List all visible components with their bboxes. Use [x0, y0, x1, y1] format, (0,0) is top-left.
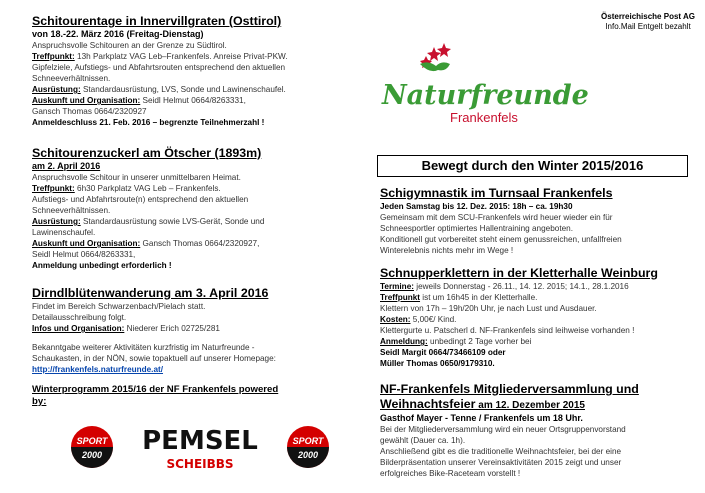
s3-infos-text: Niederer Erich 02725/281: [124, 324, 220, 333]
r1-subtitle: Jeden Samstag bis 12. Dez. 2015: 18h – ca. 19h30: [380, 202, 573, 211]
postage-notice: [601, 12, 695, 32]
s1-auskunft-text: Seidl Helmut 0664/8263331,: [140, 96, 246, 105]
s2-ausruestung-text: Standardausrüstung sowie LVS-Gerät, Sonde und: [80, 217, 265, 226]
s1-ausruestung-label: Ausrüstung:: [32, 85, 81, 94]
r3-subtitle: Gasthof Mayer - Tenne / Frankenfels um 18 Uhr.: [380, 413, 583, 423]
s3-line: Findet im Bereich Schwarzenbach/Pielach statt.: [32, 302, 206, 311]
post-line-2: Info.Mail Entgelt bezahlt: [605, 22, 691, 31]
s2-line: Seidl Helmut 0664/8263331,: [32, 250, 136, 259]
s2-auskunft-label: Auskunft und Organisation:: [32, 239, 141, 248]
sport2000-badge-right: [287, 426, 329, 468]
s2-ausruestung-label: Ausrüstung:: [32, 217, 81, 226]
r3-date: am 12. Dezember 2015: [475, 400, 585, 411]
badge-bottom: 2000: [81, 450, 103, 460]
r2-title: Schnupperklettern in der Kletterhalle Weinburg: [380, 266, 658, 280]
s4-line: Bekanntgabe weiterer Aktivitäten kurzfristig im Naturfreunde -: [32, 343, 255, 352]
homepage-link[interactable]: http://frankenfels.naturfreunde.at/: [32, 365, 164, 374]
badge-bottom: 2000: [297, 450, 319, 460]
badge-top: SPORT: [76, 436, 108, 446]
s1-date: von 18.-22. März 2016 (Freitag-Dienstag): [32, 29, 204, 39]
r3-line: Anschließend gibt es die traditionelle Weihnachtsfeier, bei der eine: [380, 447, 622, 456]
r1-line: Konditionell gut vorbereitet steht einem genussreichen, unfallfreien: [380, 235, 622, 244]
s1-line: Schneeverhältnissen.: [32, 74, 111, 83]
r2-line: Klettern von 17h – 19h/20h Uhr, je nach Lust und Ausdauer.: [380, 304, 597, 313]
s3-infos-label: Infos und Organisation:: [32, 324, 125, 333]
s2-line: Aufstiegs- und Abfahrtsroute(n) entsprechend den aktuellen: [32, 195, 249, 204]
s1-title: Schitourentage in Innervillgraten (Osttirol): [32, 14, 282, 28]
r2-termine-label: Termine:: [380, 282, 414, 291]
naturfreunde-logo: [380, 38, 589, 128]
r3-title: NF-Frankenfels Mitgliederversammlung und: [380, 382, 639, 396]
r2-contact: Seidl Margit 0664/73466109 oder: [380, 348, 506, 357]
logo-brand: Naturfreunde: [382, 80, 589, 111]
s2-line: Schneeverhältnissen.: [32, 206, 111, 215]
r3-line: gewählt (Dauer ca. 1h).: [380, 436, 466, 445]
s5-line: by:: [32, 396, 47, 407]
r3-title-2: Weihnachtsfeier: [380, 397, 476, 411]
sponsor-city: SCHEIBBS: [166, 457, 234, 471]
s2-line: Anspruchsvolle Schitour in unserer unmittelbaren Heimat.: [32, 173, 241, 182]
r2-line: Klettergurte u. Patscherl d. NF-Frankenfels sind leihweise vorhanden !: [380, 326, 635, 335]
sponsor-banner: [70, 422, 330, 472]
post-line-1: Österreichische Post AG: [601, 12, 695, 21]
r1-line: Winterelebnis nichts mehr im Wege !: [380, 246, 514, 255]
s3-title: Dirndlblütenwanderung am 3. April 2016: [32, 286, 269, 300]
s1-line: Anspruchsvolle Schitouren an der Grenze zu Südtirol.: [32, 41, 227, 50]
r2-kosten-text: 5,00€/ Kind.: [410, 315, 457, 324]
r2-anmeldung-label: Anmeldung:: [380, 337, 428, 346]
s2-title: Schitourenzuckerl am Ötscher (1893m): [32, 146, 262, 160]
r3-line: Bilderpräsentation unserer Vereinsaktivitäten 2015 zeigt und unser: [380, 458, 622, 467]
sponsor-name: PEMSEL: [142, 426, 258, 456]
s4-line: Schaukasten, in der NÖN, sowie topaktuell auf unserer Homepage:: [32, 354, 276, 363]
s2-auskunft-text: Gansch Thomas 0664/2320927,: [140, 239, 260, 248]
s3-line: Detailausschreibung folgt.: [32, 313, 127, 322]
r1-title: Schigymnastik im Turnsaal Frankenfels: [380, 186, 613, 200]
r2-treffpunkt-text: ist um 16h45 in der Kletterhalle.: [420, 293, 538, 302]
s1-treffpunkt-text: 13h Parkplatz VAG Leb–Frankenfels. Anreise Privat-PKW.: [74, 52, 288, 61]
s1-auskunft-label: Auskunft und Organisation:: [32, 96, 141, 105]
s2-line: Lawinenschaufel.: [32, 228, 96, 237]
s1-deadline: Anmeldeschluss 21. Feb. 2016 – begrenzte Teilnehmerzahl !: [32, 118, 265, 127]
s1-treffpunkt-label: Treffpunkt:: [32, 52, 75, 61]
s2-date: am 2. April 2016: [32, 161, 101, 171]
r2-treffpunkt-label: Treffpunkt: [380, 293, 421, 302]
r2-anmeldung-text: unbedingt 2 Tage vorher bei: [427, 337, 532, 346]
r3-line: erfolgreiches Bike-Raceteam vorstellt !: [380, 469, 521, 478]
r2-contact: Müller Thomas 0650/9179310.: [380, 359, 495, 368]
s2-note: Anmeldung unbedingt erforderlich !: [32, 261, 172, 270]
r2-kosten-label: Kosten:: [380, 315, 411, 324]
r1-line: Schneesportler optimiertes Hallentraining angeboten.: [380, 224, 573, 233]
r1-line: Gemeinsam mit dem SCU-Frankenfels wird heuer wieder ein für: [380, 213, 613, 222]
s1-ausruestung-text: Standardausrüstung, LVS, Sonde und Lawinenschaufel.: [80, 85, 286, 94]
r2-termine-text: jeweils Donnerstag - 26.11., 14. 12. 2015; 14.1., 28.1.2016: [413, 282, 629, 291]
winter-title-box: Bewegt durch den Winter 2015/2016: [377, 155, 688, 177]
logo-location: Frankenfels: [450, 110, 518, 125]
s1-line: Gipfelziele, Aufstiegs- und Abfahrtsrouten entsprechend den aktuellen: [32, 63, 286, 72]
s5-line: Winterprogramm 2015/16 der NF Frankenfels powered: [32, 384, 279, 395]
s1-line: Gansch Thomas 0664/2320927: [32, 107, 147, 116]
s2-treffpunkt-text: 6h30 Parkplatz VAG Leb – Frankenfels.: [74, 184, 221, 193]
badge-top: SPORT: [292, 436, 324, 446]
r3-line: Bei der Mitgliederversammlung wird ein neuer Ortsgruppenvorstand: [380, 425, 626, 434]
s2-treffpunkt-label: Treffpunkt:: [32, 184, 75, 193]
sport2000-badge-left: [71, 426, 113, 468]
